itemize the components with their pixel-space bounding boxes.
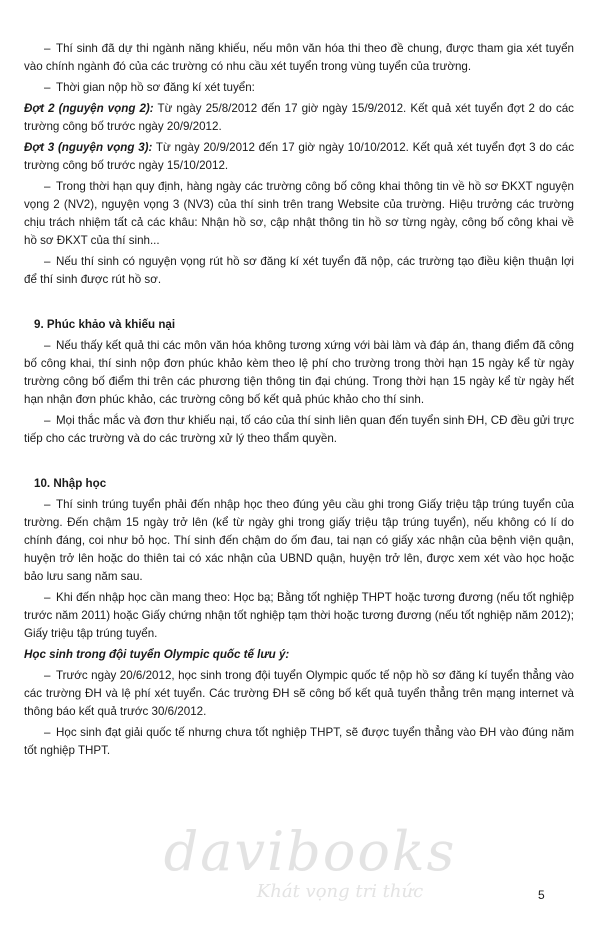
paragraph: – Học sinh đạt giải quốc tế nhưng chưa tốt nghiệp THPT, sẽ được tuyển thẳng vào ĐH vào đúng năm tốt nghiệp THPT. (24, 726, 574, 757)
paragraph: – Thời gian nộp hồ sơ đăng kí xét tuyển: (44, 81, 255, 94)
section-heading-10: 10. Nhập học (34, 477, 107, 490)
olympic-heading: Học sinh trong đội tuyển Olympic quốc tế lưu ý: (24, 648, 290, 661)
paragraph-dot2: Đợt 2 (nguyện vọng 2): Từ ngày 25/8/2012 đến 17 giờ ngày 15/9/2012. Kết quả xét tuyển đợt 2 do các trường công bố trước ngày 20/9/2012. (24, 102, 574, 133)
watermark (160, 820, 460, 903)
watermark-logo: davibooks (163, 820, 457, 883)
paragraph: – Nếu thấy kết quả thi các môn văn hóa không tương xứng với bài làm và đáp án, thang điểm đã công bố công khai, thí sinh nộp đơn phúc khảo kèm theo lệ phí cho trường trong thời hạn 15 ngày kể từ ngày trường công bố điểm thi trên các phương tiện thông tin đại chúng. Trong thời hạn 15 ngày kể từ ngày hết hạn nhận đơn phúc khảo, các trường công bố kết quả phúc khảo cho thí sinh. (24, 339, 574, 406)
page-body (24, 40, 574, 763)
paragraph: – Trong thời hạn quy định, hàng ngày các trường công bố công khai thông tin về hồ sơ ĐKXT nguyện vọng 2 (NV2), nguyện vọng 3 (NV3) của thí sinh trên trang Website của trường. Hiệu trưởng các trường chịu trách nhiệm tất cả các khâu: Nhận hồ sơ, cập nhật thông tin hồ sơ từng ngày, công bố công khai về hồ sơ ĐKXT của thí sinh... (24, 180, 574, 247)
paragraph: – Nếu thí sinh có nguyện vọng rút hồ sơ đăng kí xét tuyển đã nộp, các trường tạo điều kiện thuận lợi để thí sinh được rút hồ sơ. (24, 255, 574, 286)
paragraph: – Trước ngày 20/6/2012, học sinh trong đội tuyển Olympic quốc tế nộp hồ sơ đăng kí tuyển thẳng vào các trường ĐH và lệ phí xét tuyển. Các trường ĐH sẽ công bố kết quả tuyển thẳng trên mạng internet và thông báo kết quả trước 30/6/2012. (24, 669, 574, 718)
watermark-tagline: Khát vọng tri thức (256, 881, 424, 902)
paragraph: – Thí sinh trúng tuyển phải đến nhập học theo đúng yêu cầu ghi trong Giấy triệu tập trúng tuyển của trường. Đến chậm 15 ngày trở lên (kể từ ngày ghi trong giấy triệu tập trúng tuyển), nếu không có lí do chính đáng, coi như bỏ học. Thí sinh đến chậm do ốm đau, tai nạn có giấy xác nhận của bệnh viện quận, huyện trở lên hoặc do thiên tai có xác nhận của UBND quận, huyện trở lên, được xem xét vào học hoặc bảo lưu sang năm sau. (24, 498, 574, 583)
paragraph: – Mọi thắc mắc và đơn thư khiếu nại, tố cáo của thí sinh liên quan đến tuyển sinh ĐH, CĐ đều gửi trực tiếp cho các trường và do các trường xử lý theo thẩm quyền. (24, 414, 574, 445)
paragraph-dot3: Đợt 3 (nguyện vọng 3): Từ ngày 20/9/2012 đến 17 giờ ngày 10/10/2012. Kết quả xét tuyển đợt 3 do các trường công bố trước ngày 15/10/2012. (24, 141, 574, 172)
paragraph: – Thí sinh đã dự thi ngành năng khiếu, nếu môn văn hóa thi theo đề chung, được tham gia xét tuyển vào chính ngành đó của các trường có nhu cầu xét tuyển trong vùng tuyển của trường. (24, 42, 574, 73)
dot3-label: Đợt 3 (nguyện vọng 3): (24, 141, 153, 154)
section-heading-9: 9. Phúc khảo và khiếu nại (34, 318, 176, 331)
paragraph: – Khi đến nhập học cần mang theo: Học bạ; Bằng tốt nghiệp THPT hoặc tương đương (nếu tốt nghiệp trước năm 2011) hoặc Giấy chứng nhận tốt nghiệp tạm thời hoặc tương đương (nếu tốt nghiệp năm 2012); Giấy triệu tập trúng tuyển. (24, 591, 574, 640)
dot2-label: Đợt 2 (nguyện vọng 2): (24, 102, 154, 115)
page-number: 5 (538, 888, 545, 902)
